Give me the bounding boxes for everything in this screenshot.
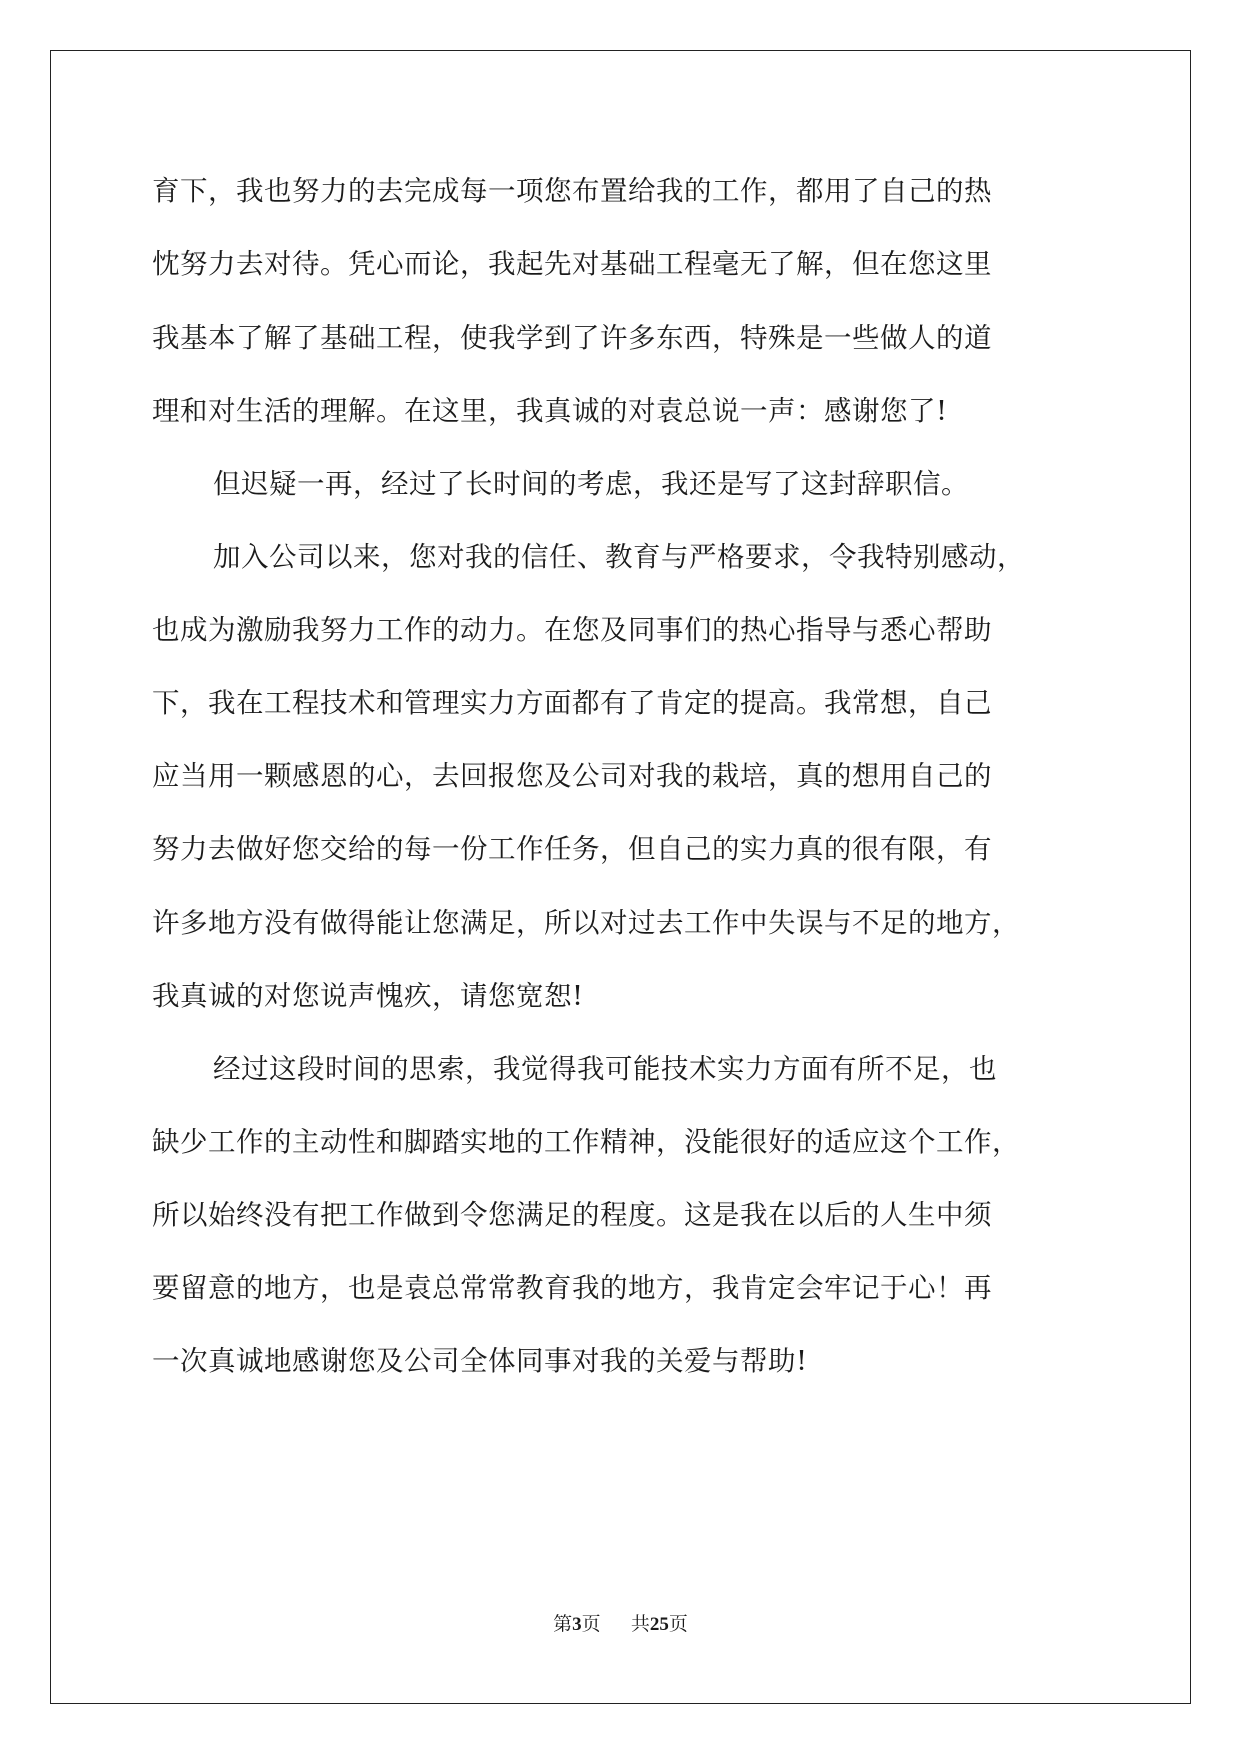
text-line: 一次真诚地感谢您及公司全体同事对我的关爱与帮助! bbox=[152, 1345, 808, 1377]
text-line: 也成为激励我努力工作的动力。在您及同事们的热心指导与悉心帮助 bbox=[152, 614, 992, 646]
text-line: 我基本了解了基础工程，使我学到了许多东西，特殊是一些做人的道 bbox=[152, 322, 992, 354]
total-label-prefix: 共 bbox=[630, 1613, 650, 1635]
text-line: 经过这段时间的思索，我觉得我可能技术实力方面有所不足，也 bbox=[213, 1053, 997, 1085]
text-line: 所以始终没有把工作做到令您满足的程度。这是我在以后的人生中须 bbox=[152, 1199, 992, 1231]
page-number: 3 bbox=[572, 1614, 582, 1635]
text-line: 许多地方没有做得能让您满足，所以对过去工作中失误与不足的地方， bbox=[152, 907, 1020, 939]
page-label-prefix: 第 bbox=[553, 1613, 573, 1635]
text-line: 加入公司以来，您对我的信任、教育与严格要求，令我特别感动， bbox=[213, 541, 1025, 573]
text-line: 应当用一颗感恩的心，去回报您及公司对我的栽培，真的想用自己的 bbox=[152, 760, 992, 792]
text-line: 理和对生活的理解。在这里，我真诚的对袁总说一声：感谢您了! bbox=[152, 395, 948, 427]
text-line: 下，我在工程技术和管理实力方面都有了肯定的提高。我常想，自己 bbox=[152, 687, 992, 719]
text-line: 育下，我也努力的去完成每一项您布置给我的工作，都用了自己的热 bbox=[152, 175, 992, 207]
text-line: 努力去做好您交给的每一份工作任务，但自己的实力真的很有限，有 bbox=[152, 833, 992, 865]
page-footer bbox=[0, 1612, 1241, 1637]
page-label-suffix: 页 bbox=[581, 1613, 601, 1635]
page-border bbox=[50, 50, 1191, 1704]
text-line: 要留意的地方，也是袁总常常教育我的地方，我肯定会牢记于心！再 bbox=[152, 1272, 992, 1304]
total-label-suffix: 页 bbox=[668, 1613, 688, 1635]
text-line: 但迟疑一再，经过了长时间的考虑，我还是写了这封辞职信。 bbox=[213, 468, 969, 500]
text-line: 缺少工作的主动性和脚踏实地的工作精神，没能很好的适应这个工作， bbox=[152, 1126, 1020, 1158]
text-line: 我真诚的对您说声愧疚，请您宽恕! bbox=[152, 980, 584, 1012]
total-pages: 25 bbox=[649, 1614, 669, 1635]
text-line: 忱努力去对待。凭心而论，我起先对基础工程毫无了解，但在您这里 bbox=[152, 248, 992, 280]
